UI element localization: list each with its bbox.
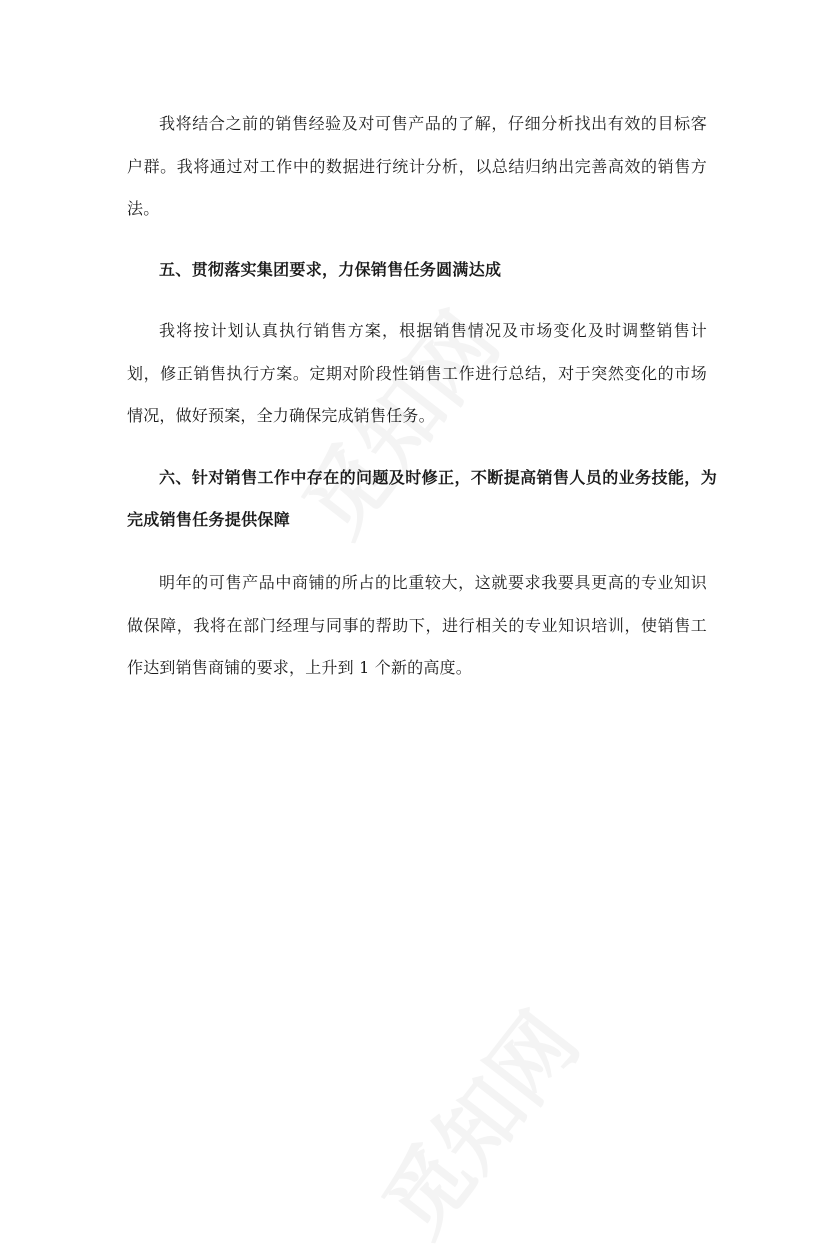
section-heading-six: 六、针对销售工作中存在的问题及时修正，不断提高销售人员的业务技能，为完成销售任务提供保障: [127, 468, 717, 529]
body-paragraph-professional-knowledge: 明年的可售产品中商铺的所占的比重较大，这就要求我要具更高的专业知识做保障，我将在部门经理与同事的帮助下，进行相关的专业知识培训，使销售工作达到销售商铺的要求，上升到 1 个新的高度。: [127, 573, 707, 677]
body-paragraph-sales-plan: 我将按计划认真执行销售方案，根据销售情况及市场变化及时调整销售计划，修正销售执行方案。定期对阶段性销售工作进行总结，对于突然变化的市场情况，做好预案，全力确保完成销售任务。: [127, 321, 707, 425]
body-paragraph-target-customers: 我将结合之前的销售经验及对可售产品的了解，仔细分析找出有效的目标客户群。我将通过对工作中的数据进行统计分析，以总结归纳出完善高效的销售方法。: [127, 114, 707, 218]
watermark: [351, 984, 602, 1257]
section-heading-five: 五、贯彻落实集团要求，力保销售任务圆满达成: [159, 260, 502, 279]
